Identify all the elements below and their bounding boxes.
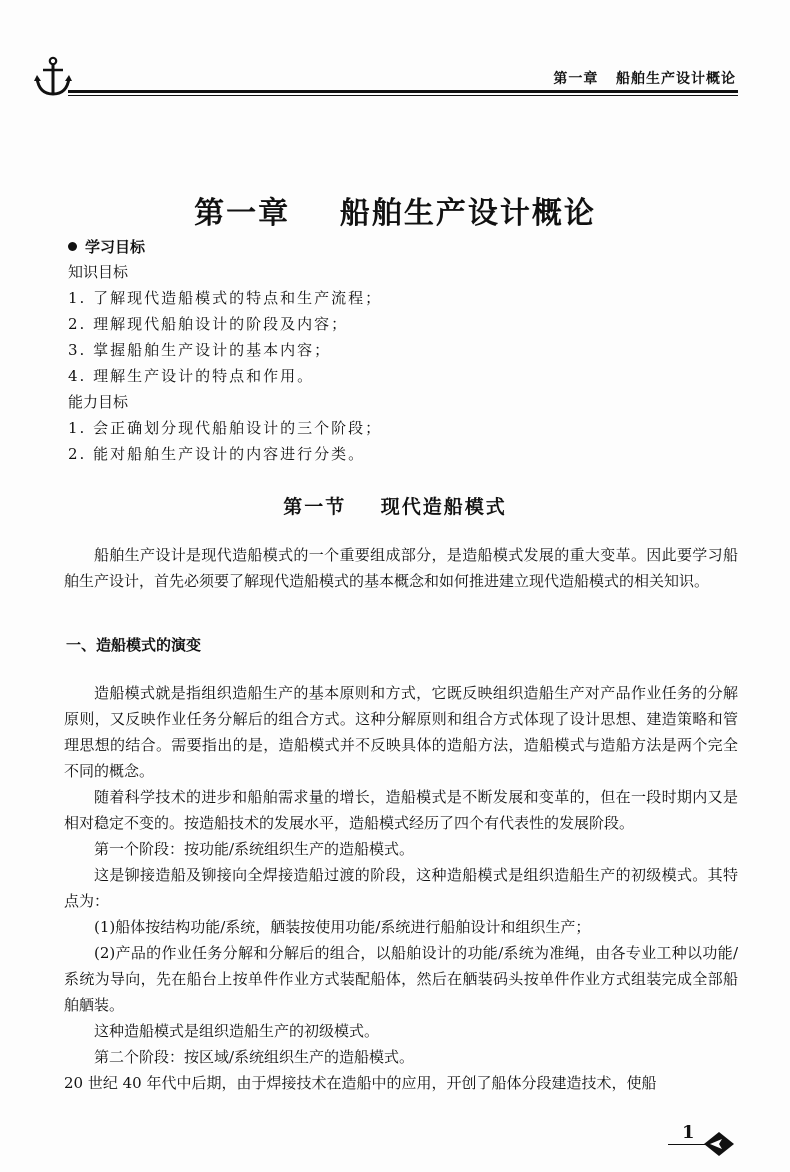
objectives-heading <box>68 236 145 257</box>
knowledge-item: 2. 理解现代船舶设计的阶段及内容； <box>68 315 349 333</box>
ability-item: 1. 会正确划分现代船舶设计的三个阶段； <box>68 419 383 437</box>
body-paragraph: 第二个阶段：按区域/系统组织生产的造船模式。 <box>94 1048 415 1066</box>
chapter-title: 第一章 船舶生产设计概论 <box>194 196 596 231</box>
knowledge-objectives <box>68 259 382 467</box>
ability-label: 能力目标 <box>68 393 129 411</box>
page-arrow-icon <box>702 1130 736 1158</box>
knowledge-item: 1. 了解现代造船模式的特点和生产流程； <box>68 289 383 307</box>
body-paragraph: (1)船体按结构功能/系统，舾装按使用功能/系统进行船舶设计和组织生产； <box>94 918 591 936</box>
section-title: 第一节 现代造船模式 <box>283 496 507 518</box>
body-paragraph: 这种造船模式是组织造船生产的初级模式。 <box>94 1022 380 1040</box>
subsection-title: 一、造船模式的演变 <box>66 636 202 654</box>
anchor-icon <box>34 56 72 98</box>
ability-item: 2. 能对船舶生产设计的内容进行分类。 <box>68 445 366 463</box>
page-number: 1 <box>682 1122 695 1143</box>
running-header-title: 第一章 船舶生产设计概论 <box>553 71 736 87</box>
knowledge-item: 3. 掌握船舶生产设计的基本内容； <box>68 341 332 359</box>
body-paragraph: 这是铆接造船及铆接向全焊接造船过渡的阶段，这种造船模式是组织造船生产的初级模式。其特点为： <box>64 866 738 910</box>
header-rule-thin <box>68 95 738 96</box>
section-intro <box>64 542 738 594</box>
subsection-body <box>64 680 738 1096</box>
header-rule-thick <box>68 90 738 93</box>
body-paragraph: 造船模式就是指组织造船生产的基本原则和方式，它既反映组织造船生产对产品作业任务的分解原则，又反映作业任务分解后的组合方式。这种分解原则和组合方式体现了设计思想、建造策略和管理思想的结合。需要指出的是，造船模式并不反映具体的造船方法，造船模式与造船方法是两个完全不同的概念。 <box>64 684 738 780</box>
knowledge-item: 4. 理解生产设计的特点和作用。 <box>68 367 315 385</box>
body-paragraph: 第一个阶段：按功能/系统组织生产的造船模式。 <box>94 840 415 858</box>
objectives-heading-label: 学习目标 <box>85 238 146 256</box>
bullet-icon <box>68 242 77 251</box>
body-paragraph: 20 世纪 40 年代中后期，由于焊接技术在造船中的应用，开创了船体分段建造技术，使船 <box>64 1074 657 1092</box>
body-paragraph: (2)产品的作业任务分解和分解后的组合，以船舶设计的功能/系统为准绳，由各专业工种以功能/系统为导向，先在船台上按单件作业方式装配船体，然后在舾装码头按单件作业方式组装完成全部船舶舾装。 <box>64 944 738 1014</box>
running-header <box>28 50 738 96</box>
body-paragraph: 随着科学技术的进步和船舶需求量的增长，造船模式是不断发展和变革的，但在一段时期内又是相对稳定不变的。按造船技术的发展水平，造船模式经历了四个有代表性的发展阶段。 <box>64 788 738 832</box>
page-footer <box>668 1120 748 1156</box>
intro-paragraph: 船舶生产设计是现代造船模式的一个重要组成部分，是造船模式发展的重大变革。因此要学习船舶生产设计，首先必须要了解现代造船模式的基本概念和如何推进建立现代造船模式的相关知识。 <box>64 546 738 590</box>
knowledge-label: 知识目标 <box>68 263 129 281</box>
